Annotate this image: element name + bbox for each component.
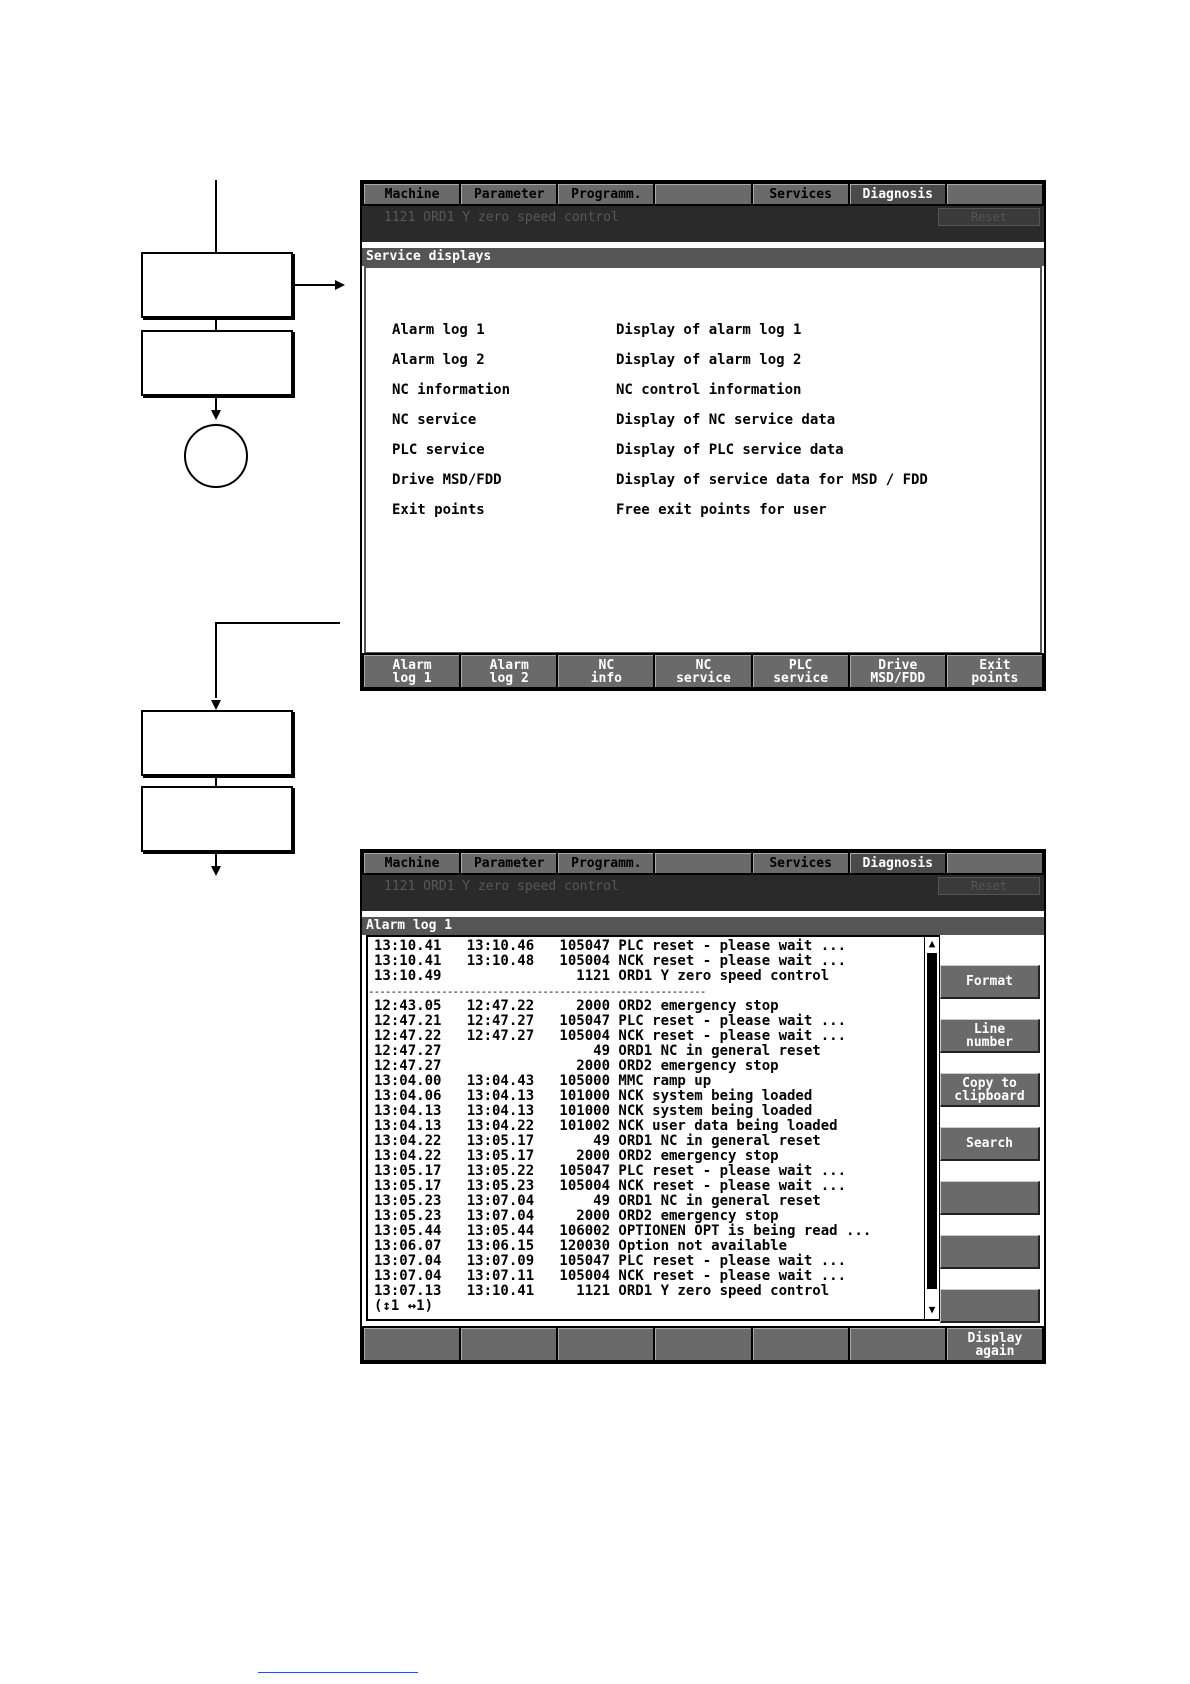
- flow-line: [215, 850, 217, 866]
- softkey-display-again[interactable]: Display again: [947, 1328, 1042, 1360]
- status-line: (↕1 ↔1): [374, 1298, 434, 1314]
- log-entry: 12:47.21 12:47.27 105047 PLC reset - please wait ...: [374, 1013, 847, 1029]
- scrollbar[interactable]: [924, 937, 939, 1319]
- copy-to-clipboard-button[interactable]: Copy to clipboard: [940, 1073, 1040, 1107]
- line-number-button[interactable]: Line number: [940, 1019, 1040, 1053]
- alarm-message: 1121 ORD1 Y zero speed control: [384, 210, 619, 225]
- log-entry: 13:04.00 13:04.43 105000 MMC ramp up: [374, 1073, 712, 1089]
- search-button[interactable]: Search: [940, 1127, 1040, 1161]
- flow-box-3: [141, 710, 293, 776]
- scroll-down-icon[interactable]: ▼: [928, 1303, 936, 1316]
- menu-item-desc: Display of PLC service data: [616, 442, 844, 458]
- flow-connector-circle: [184, 424, 248, 488]
- log-entry: 13:10.41 13:10.46 105047 PLC reset - please wait ...: [374, 938, 847, 954]
- format-button[interactable]: Format: [940, 965, 1040, 999]
- menu-item-name[interactable]: Drive MSD/FDD: [392, 472, 502, 488]
- flow-box-2: [141, 330, 293, 396]
- menu-item-name[interactable]: Exit points: [392, 502, 485, 518]
- flow-connector: [291, 284, 337, 286]
- arrow-down-icon: [211, 866, 221, 876]
- menu-item-name[interactable]: NC service: [392, 412, 477, 428]
- tab-empty[interactable]: [947, 853, 1042, 873]
- service-displays-screen: [360, 180, 1046, 691]
- softkey-empty[interactable]: [753, 1328, 848, 1360]
- softkey-bar: [362, 1326, 1044, 1362]
- flow-line: [215, 180, 217, 252]
- tab-empty[interactable]: [947, 184, 1042, 204]
- softkey-empty[interactable]: [655, 1328, 750, 1360]
- page-title: Alarm log 1: [362, 917, 1044, 935]
- softkey-alarm-log-2[interactable]: Alarm log 2: [461, 655, 556, 687]
- arrow-down-icon: [211, 700, 221, 710]
- log-entry: 13:10.41 13:10.48 105004 NCK reset - please wait ...: [374, 953, 847, 969]
- arrow-down-icon: [211, 410, 221, 420]
- alarm-message: 1121 ORD1 Y zero speed control: [384, 879, 619, 894]
- menu-item-name[interactable]: PLC service: [392, 442, 485, 458]
- log-separator: ------------------------------------------------------------: [368, 985, 706, 998]
- tab-empty[interactable]: [655, 184, 750, 204]
- log-entry: 13:05.23 13:07.04 49 ORD1 NC in general reset: [374, 1193, 821, 1209]
- menu-item-desc: NC control information: [616, 382, 802, 398]
- alarm-bar: [362, 875, 1044, 911]
- softkey-plc-service[interactable]: PLC service: [753, 655, 848, 687]
- flow-connector: [215, 622, 340, 624]
- tab-parameter[interactable]: Parameter: [461, 184, 556, 204]
- alarm-log-list[interactable]: [366, 935, 940, 1321]
- flow-box-4: [141, 786, 293, 852]
- flow-line: [215, 622, 217, 698]
- log-entry: 12:47.27 2000 ORD2 emergency stop: [374, 1058, 779, 1074]
- log-entry: 13:04.13 13:04.22 101002 NCK user data being loaded: [374, 1118, 838, 1134]
- log-entry: 13:05.44 13:05.44 106002 OPTIONEN OPT is being read ...: [374, 1223, 872, 1239]
- alarm-log-content: [368, 938, 872, 1314]
- empty-side-button[interactable]: [940, 1235, 1040, 1269]
- log-entry: 13:06.07 13:06.15 120030 Option not available: [374, 1238, 788, 1254]
- tab-diagnosis[interactable]: Diagnosis: [850, 853, 945, 873]
- menu-item-name[interactable]: Alarm log 2: [392, 352, 485, 368]
- footer-link-underline: [258, 1672, 418, 1673]
- softkey-alarm-log-1[interactable]: Alarm log 1: [364, 655, 459, 687]
- alarm-log-screen: [360, 849, 1046, 1364]
- log-entry: 13:10.49 1121 ORD1 Y zero speed control: [374, 968, 830, 984]
- log-entry: 13:05.23 13:07.04 2000 ORD2 emergency stop: [374, 1208, 779, 1224]
- reset-button[interactable]: Reset: [938, 877, 1040, 895]
- service-menu-panel: [364, 266, 1042, 654]
- tab-machine[interactable]: Machine: [364, 184, 459, 204]
- log-entry: 13:04.22 13:05.17 2000 ORD2 emergency stop: [374, 1148, 779, 1164]
- tab-services[interactable]: Services: [753, 853, 848, 873]
- log-entry: 12:47.27 49 ORD1 NC in general reset: [374, 1043, 821, 1059]
- softkey-nc-service[interactable]: NC service: [655, 655, 750, 687]
- menu-item-name[interactable]: Alarm log 1: [392, 322, 485, 338]
- log-entry: 13:04.22 13:05.17 49 ORD1 NC in general reset: [374, 1133, 821, 1149]
- log-entry: 12:47.22 12:47.27 105004 NCK reset - please wait ...: [374, 1028, 847, 1044]
- empty-side-button[interactable]: [940, 1289, 1040, 1323]
- softkey-empty[interactable]: [850, 1328, 945, 1360]
- flow-line: [215, 774, 217, 786]
- softkey-nc-info[interactable]: NC info: [558, 655, 653, 687]
- top-menu-bar: [362, 851, 1044, 875]
- log-entry: 13:05.17 13:05.23 105004 NCK reset - please wait ...: [374, 1178, 847, 1194]
- flow-box-1: [141, 252, 293, 318]
- softkey-drive-msd-fdd[interactable]: Drive MSD/FDD: [850, 655, 945, 687]
- tab-diagnosis[interactable]: Diagnosis: [850, 184, 945, 204]
- scrollbar-thumb[interactable]: [927, 953, 937, 1289]
- softkey-empty[interactable]: [364, 1328, 459, 1360]
- tab-programm[interactable]: Programm.: [558, 853, 653, 873]
- tab-programm[interactable]: Programm.: [558, 184, 653, 204]
- tab-empty[interactable]: [655, 853, 750, 873]
- flow-line: [215, 316, 217, 330]
- flow-line: [215, 394, 217, 410]
- tab-services[interactable]: Services: [753, 184, 848, 204]
- page-title: Service displays: [362, 248, 1044, 266]
- menu-item-desc: Display of alarm log 2: [616, 352, 802, 368]
- reset-button[interactable]: Reset: [938, 208, 1040, 226]
- tab-machine[interactable]: Machine: [364, 853, 459, 873]
- menu-item-desc: Display of alarm log 1: [616, 322, 802, 338]
- scroll-up-icon[interactable]: ▲: [928, 937, 936, 950]
- menu-item-desc: Display of NC service data: [616, 412, 836, 428]
- empty-side-button[interactable]: [940, 1181, 1040, 1215]
- log-entry: 13:04.13 13:04.13 101000 NCK system being loaded: [374, 1103, 813, 1119]
- tab-parameter[interactable]: Parameter: [461, 853, 556, 873]
- softkey-empty[interactable]: [461, 1328, 556, 1360]
- softkey-bar: [362, 653, 1044, 689]
- log-entry: 13:04.06 13:04.13 101000 NCK system being loaded: [374, 1088, 813, 1104]
- log-entry: 13:05.17 13:05.22 105047 PLC reset - please wait ...: [374, 1163, 847, 1179]
- softkey-exit-points[interactable]: Exit points: [947, 655, 1042, 687]
- menu-item-desc: Display of service data for MSD / FDD: [616, 472, 928, 488]
- log-entry: 13:07.13 13:10.41 1121 ORD1 Y zero speed control: [374, 1283, 830, 1299]
- alarm-bar: [362, 206, 1044, 242]
- softkey-empty[interactable]: [558, 1328, 653, 1360]
- menu-item-desc: Free exit points for user: [616, 502, 827, 518]
- top-menu-bar: [362, 182, 1044, 206]
- log-entry: 13:07.04 13:07.09 105047 PLC reset - please wait ...: [374, 1253, 847, 1269]
- log-entry: 12:43.05 12:47.22 2000 ORD2 emergency stop: [374, 998, 779, 1014]
- arrow-right-icon: [335, 280, 345, 290]
- menu-item-name[interactable]: NC information: [392, 382, 511, 398]
- log-entry: 13:07.04 13:07.11 105004 NCK reset - please wait ...: [374, 1268, 847, 1284]
